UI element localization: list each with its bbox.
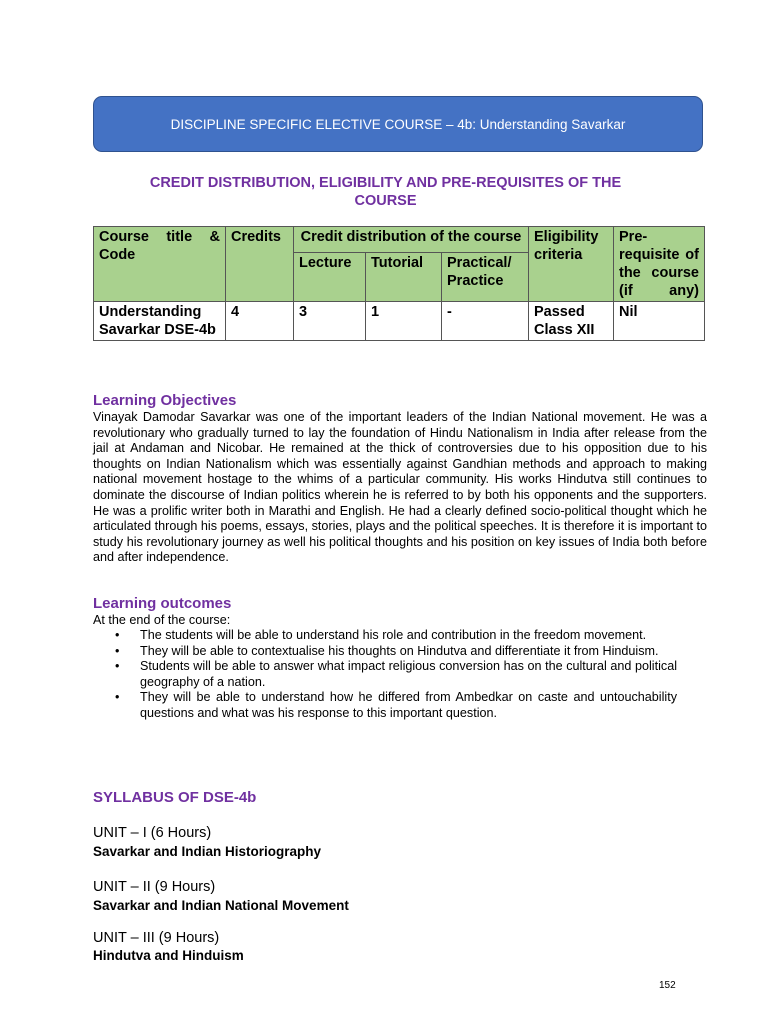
- cell-prerequisite: Nil: [614, 302, 705, 341]
- credit-table: [93, 226, 705, 341]
- credit-heading: [93, 174, 678, 210]
- list-item: • The students will be able to understand his role and contribution in the freedom movement.: [115, 628, 647, 642]
- header-lecture: Lecture: [294, 253, 366, 302]
- unit-3-title: UNIT – III (9 Hours): [93, 930, 220, 946]
- course-banner: [93, 96, 703, 152]
- header-practical: Practical/ Practice: [442, 253, 529, 302]
- credit-heading-line2: COURSE: [354, 193, 417, 209]
- outcomes-list: [93, 628, 677, 722]
- cell-credits: 4: [226, 302, 294, 341]
- table-header-row: [94, 227, 705, 253]
- bullet-icon: •: [115, 643, 120, 658]
- list-item: • They will be able to contextualise his thoughts on Hindutva and differentiate it from Hinduism.: [115, 643, 659, 658]
- syllabus-heading: SYLLABUS OF DSE-4b: [93, 789, 257, 806]
- header-prerequisite: Pre-requisite of the course (if any): [614, 227, 705, 302]
- unit-1-title: UNIT – I (6 Hours): [93, 825, 212, 841]
- list-item: • They will be able to understand how he differed from Ambedkar on caste and untouchability questions and what was his response to this important question.: [115, 690, 677, 720]
- bullet-icon: •: [115, 659, 120, 674]
- unit-2-title: UNIT – II (9 Hours): [93, 879, 216, 895]
- cell-eligibility: Passed Class XII: [529, 302, 614, 341]
- unit-2-subtitle: Savarkar and Indian National Movement: [93, 898, 349, 913]
- header-distribution: Credit distribution of the course: [294, 227, 529, 253]
- objectives-text: Vinayak Damodar Savarkar was one of the important leaders of the Indian National movement. He was a revolutionary who gradually turned to lay the foundation of Hindu Nationalism in India after release from the jail at Andaman and Nicobar. He remained at the thick of controversies due to his opposition due to his thoughts on Indian Nationalism which was essentially against Gandhian methods and approach to making national movement hostage to the whims of a particular community. His works Hindutva still continues to dominate the discourse of Indian politics wherein he is referred to by both his opponents and the supporters. He was a prolific writer both in Marathi and English. He had a clearly defined socio-political thought which he articulated through his poems, essays, stories, plays and the political speeches. It is therefore it is important to study his revolutionary journey as well his political thoughts and his position on key issues of India both before and after independence.: [93, 410, 707, 565]
- outcomes-intro: At the end of the course:: [93, 613, 231, 627]
- unit-3-subtitle: Hindutva and Hinduism: [93, 948, 244, 963]
- bullet-icon: •: [115, 628, 120, 642]
- unit-1-subtitle: Savarkar and Indian Historiography: [93, 844, 322, 859]
- table-row: [94, 302, 705, 341]
- cell-practical: -: [442, 302, 529, 341]
- bullet-icon: •: [115, 690, 120, 705]
- list-item: • Students will be able to answer what impact religious conversion has on the cultural and political geography of a nation.: [115, 659, 677, 689]
- header-credits: Credits: [226, 227, 294, 302]
- banner-text: DISCIPLINE SPECIFIC ELECTIVE COURSE – 4b: Understanding Savarkar: [170, 116, 626, 132]
- cell-title-code: Understanding Savarkar DSE-4b: [94, 302, 226, 341]
- header-tutorial: Tutorial: [366, 253, 442, 302]
- header-eligibility: Eligibility criteria: [529, 227, 614, 302]
- credit-heading-line1: CREDIT DISTRIBUTION, ELIGIBILITY AND PRE-REQUISITES OF THE: [149, 175, 622, 191]
- page-number: 152: [659, 980, 676, 991]
- outcomes-heading: Learning outcomes: [93, 595, 232, 612]
- header-title-code: Course title & Code: [94, 227, 226, 302]
- objectives-heading: Learning Objectives: [93, 392, 237, 409]
- cell-tutorial: 1: [366, 302, 442, 341]
- cell-lecture: 3: [294, 302, 366, 341]
